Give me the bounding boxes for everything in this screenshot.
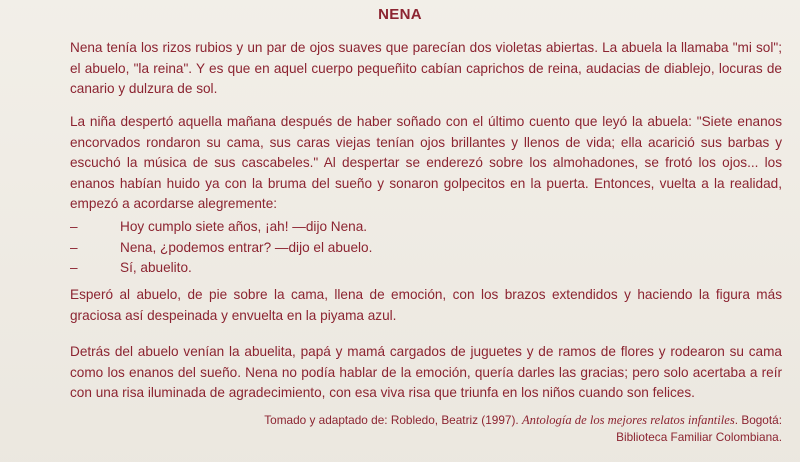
paragraph-3: Esperó al abuelo, de pie sobre la cama, llena de emoción, con los brazos extendidos y haciendo la figura más graciosa así despeinada y envuelta en la piyama azul. <box>70 287 782 323</box>
paragraph-1: Nena tenía los rizos rubios y un par de ojos suaves que parecían dos violetas abiertas. La abuela la llamaba "mi sol"; el abuelo, "la reina". Y es que en aquel cuerpo pequeñito cabían caprichos de reina, audacias de diablejo, locuras de canario y dulzura de sol. <box>70 40 782 96</box>
dialogue-line <box>70 258 570 279</box>
paragraph-4: Detrás del abuelo venían la abuelita, papá y mamá cargados de juguetes y de ramos de flores y rodearon su cama como los enanos del sueño. Nena no podía hablar de la emoción, quería darles las gracias; pero solo acertaba a reír con una risa iluminada de agradecimiento, con esa viva risa que triunfa en los niños cuando son felices. <box>70 344 782 400</box>
source-citation <box>182 412 782 446</box>
citation-prefix: Tomado y adaptado de: Robledo, Beatriz (1997). <box>264 413 519 427</box>
dialogue-text: Nena, ¿podemos entrar? —dijo el abuelo. <box>120 239 373 255</box>
dialogue-line <box>70 217 570 238</box>
dialogue-text: Hoy cumplo siete años, ¡ah! —dijo Nena. <box>120 219 368 234</box>
dialogue-dash: – <box>70 219 78 234</box>
citation-book-title: Antología de los mejores relatos infantiles <box>521 413 735 427</box>
dialogue-dash: – <box>70 260 78 275</box>
dialogue-dash: – <box>70 239 78 255</box>
dialogue-line <box>70 238 570 259</box>
dialogue-list <box>70 217 570 279</box>
citation-suffix: . Bogotá: <box>734 413 782 427</box>
citation-line-2: Biblioteca Familiar Colombiana. <box>616 430 782 444</box>
story-title: NENA <box>378 6 422 23</box>
dialogue-text: Sí, abuelito. <box>120 260 192 275</box>
citation-line-1 <box>182 412 782 429</box>
paragraph-2: La niña despertó aquella mañana después de haber soñado con el último cuento que leyó la abuela: "Siete enanos encorvados rondaron su cama, sus caras viejas tenían ojos brillantes y llenos de vida; ella acarició sus barbas y escuchó la música de sus cascabeles." Al despertar se enderezó sobre los almohadones, se frotó los ojos... los enanos habían huido ya con la bruma del sueño y sonaron golpecitos en la puerta. Entonces, vuelta a la realidad, empezó a acordarse alegremente: <box>70 114 782 211</box>
